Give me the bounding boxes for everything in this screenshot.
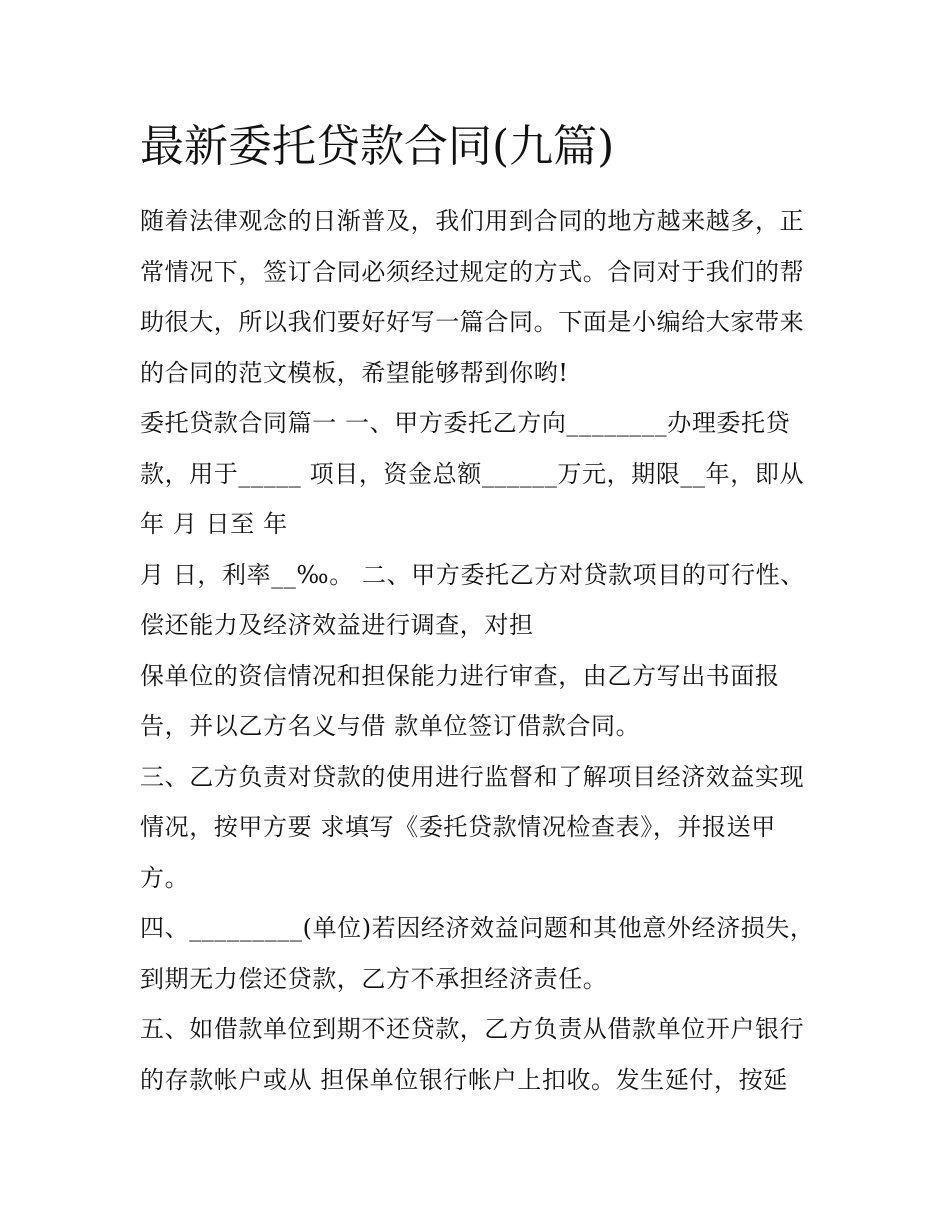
- paragraph-line: 情况，按甲方要 求填写《委托贷款情况检查表》，并报送甲: [140, 813, 776, 841]
- paragraph-line: 保单位的资信情况和担保能力进行审查，由乙方写出书面报: [140, 661, 780, 690]
- document-body: [140, 196, 830, 1105]
- paragraph-line: 的存款帐户或从 担保单位银行帐户上扣收。发生延付，按延: [140, 1065, 788, 1094]
- paragraph-line: 四、_________(单位)若因经济效益问题和其他意外经济损失，: [140, 914, 815, 942]
- paragraph-line: 随着法律观念的日渐普及，我们用到合同的地方越来越多，正: [140, 207, 805, 235]
- paragraph-line: 款，用于_____ 项目，资金总额______万元，期限__年，即从: [140, 459, 805, 488]
- paragraph-line: 到期无力偿还贷款，乙方不承担经济责任。: [140, 964, 608, 993]
- paragraph-line: 三、乙方负责对贷款的使用进行监督和了解项目经济效益实现: [140, 762, 805, 791]
- paragraph-line: 的合同的范文模板，希望能够帮到你哟!: [140, 358, 569, 387]
- paragraph-line: 委托贷款合同篇一 一、甲方委托乙方向________办理委托贷: [140, 409, 791, 437]
- document-title: 最新委托贷款合同(九篇): [140, 121, 615, 172]
- paragraph-line: 偿还能力及经济效益进行调查，对担: [140, 611, 534, 639]
- paragraph-line: 五、如借款单位到期不还贷款，乙方负责从借款单位开户银行: [140, 1015, 805, 1043]
- paragraph-line: 月 日，利率__‰。 二、甲方委托乙方对贷款项目的可行性、: [140, 560, 805, 589]
- paragraph-line: 告，并以乙方名义与借 款单位签订借款合同。: [140, 712, 641, 740]
- paragraph-line: 年 月 日至 年: [140, 510, 288, 538]
- paragraph-line: 助很大，所以我们要好好写一篇合同。下面是小编给大家带来: [140, 308, 805, 336]
- paragraph-line: 方。: [140, 863, 190, 892]
- paragraph-line: 常情况下，签订合同必须经过规定的方式。合同对于我们的帮: [140, 257, 805, 286]
